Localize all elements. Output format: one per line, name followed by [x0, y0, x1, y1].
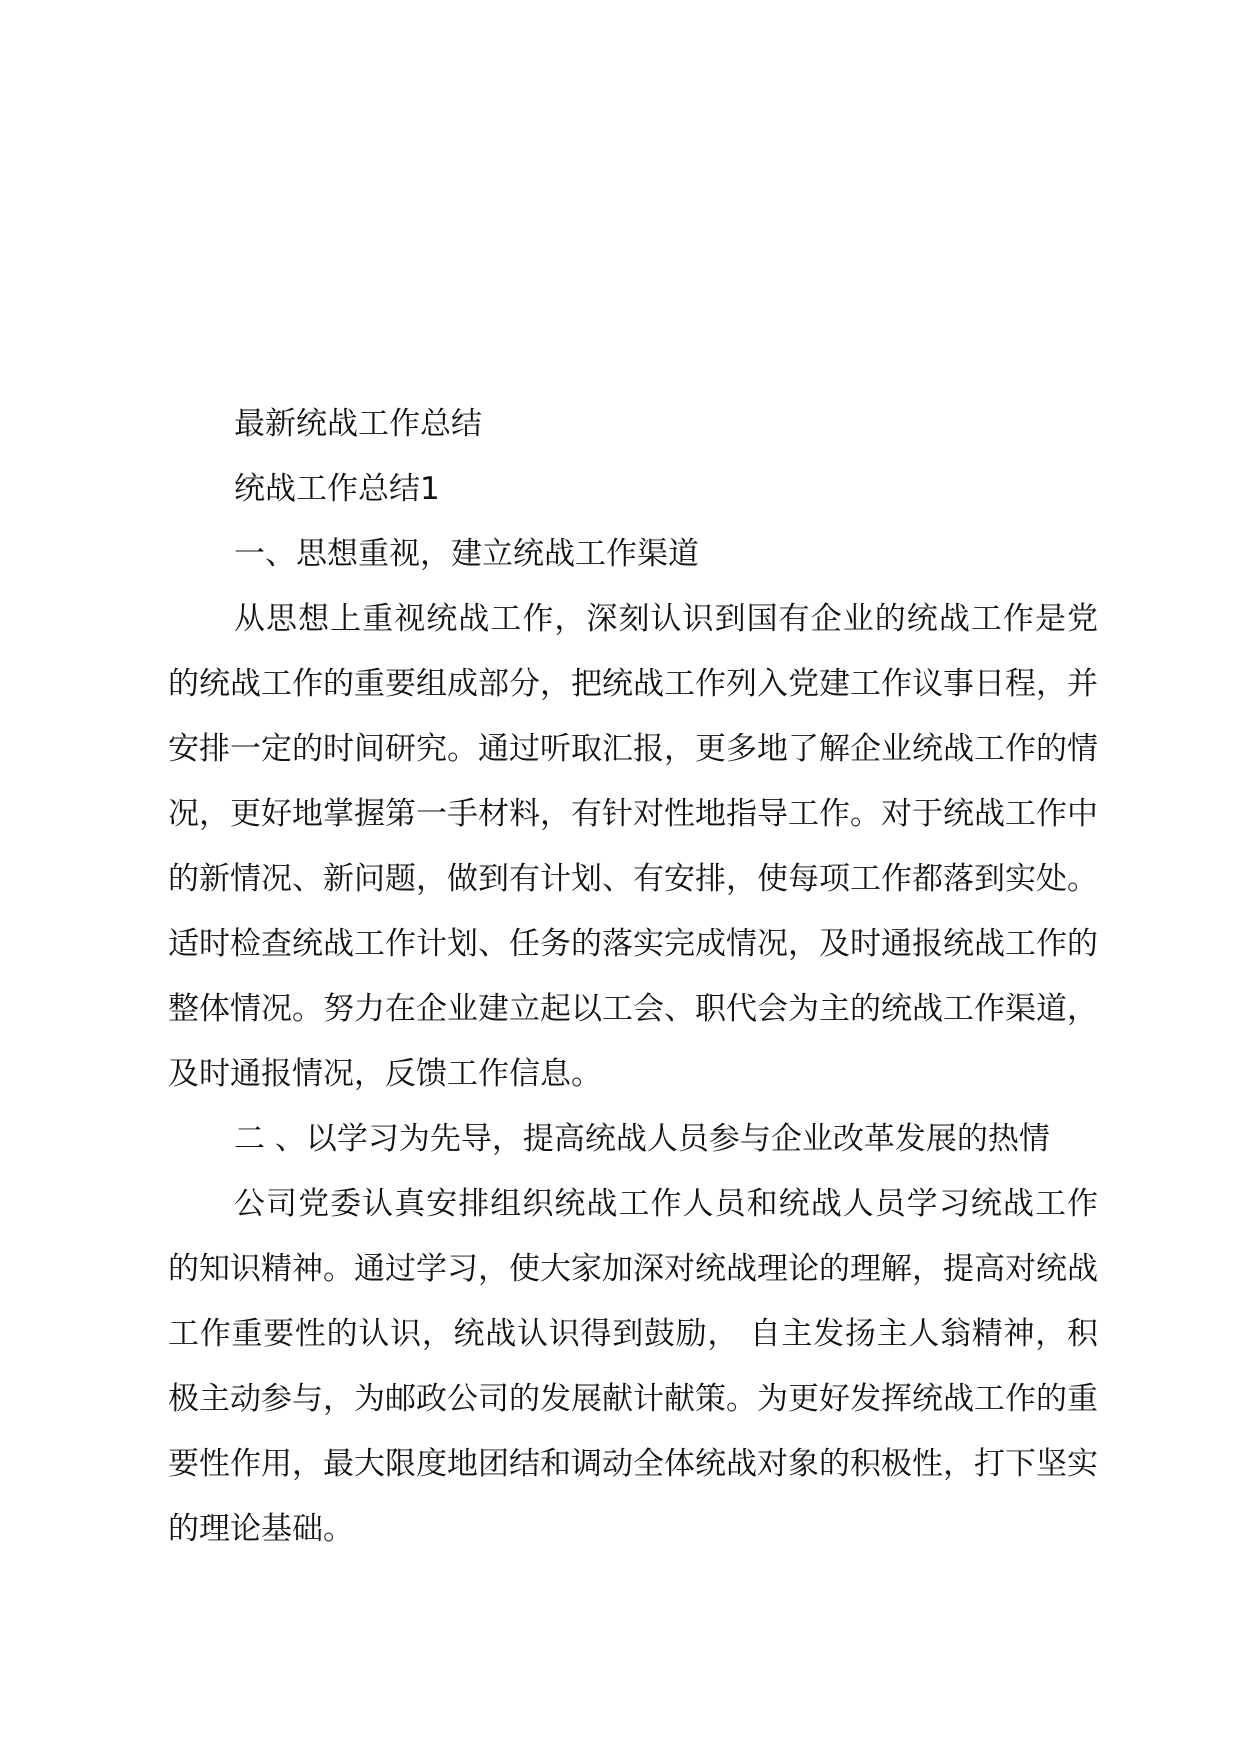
section-1-heading: 一、思想重视，建立统战工作渠道 — [234, 536, 699, 572]
document-title: 最新统战工作总结 — [234, 406, 482, 442]
document-subtitle: 统战工作总结1 — [234, 471, 440, 507]
document-body — [168, 392, 1098, 1562]
section-2-paragraph: 公司党委认真安排组织统战工作人员和统战人员学习统战工作的知识精神。通过学习，使大家加深对统战理论的理解，提高对统战工作重要性的认识，统战认识得到鼓励， 自主发扬主人翁精神，积极主动参与，为邮政公司的发展献计献策。为更好发挥统战工作的重要性作用，最大限度地团结和调动全体统战对象的积极性，打下坚实的理论基础。 — [168, 1186, 1098, 1547]
section-1-paragraph: 从思想上重视统战工作，深刻认识到国有企业的统战工作是党的统战工作的重要组成部分，把统战工作列入党建工作议事日程，并安排一定的时间研究。通过听取汇报，更多地了解企业统战工作的情况，更好地掌握第一手材料，有针对性地指导工作。对于统战工作中的新情况、新问题，做到有计划、有安排，使每项工作都落到实处。适时检查统战工作计划、任务的落实完成情况，及时通报统战工作的整体情况。努力在企业建立起以工会、职代会为主的统战工作渠道，及时通报情况，反馈工作信息。 — [168, 601, 1098, 1092]
section-2-heading: 二 、以学习为先导，提高统战人员参与企业改革发展的热情 — [234, 1121, 1050, 1157]
